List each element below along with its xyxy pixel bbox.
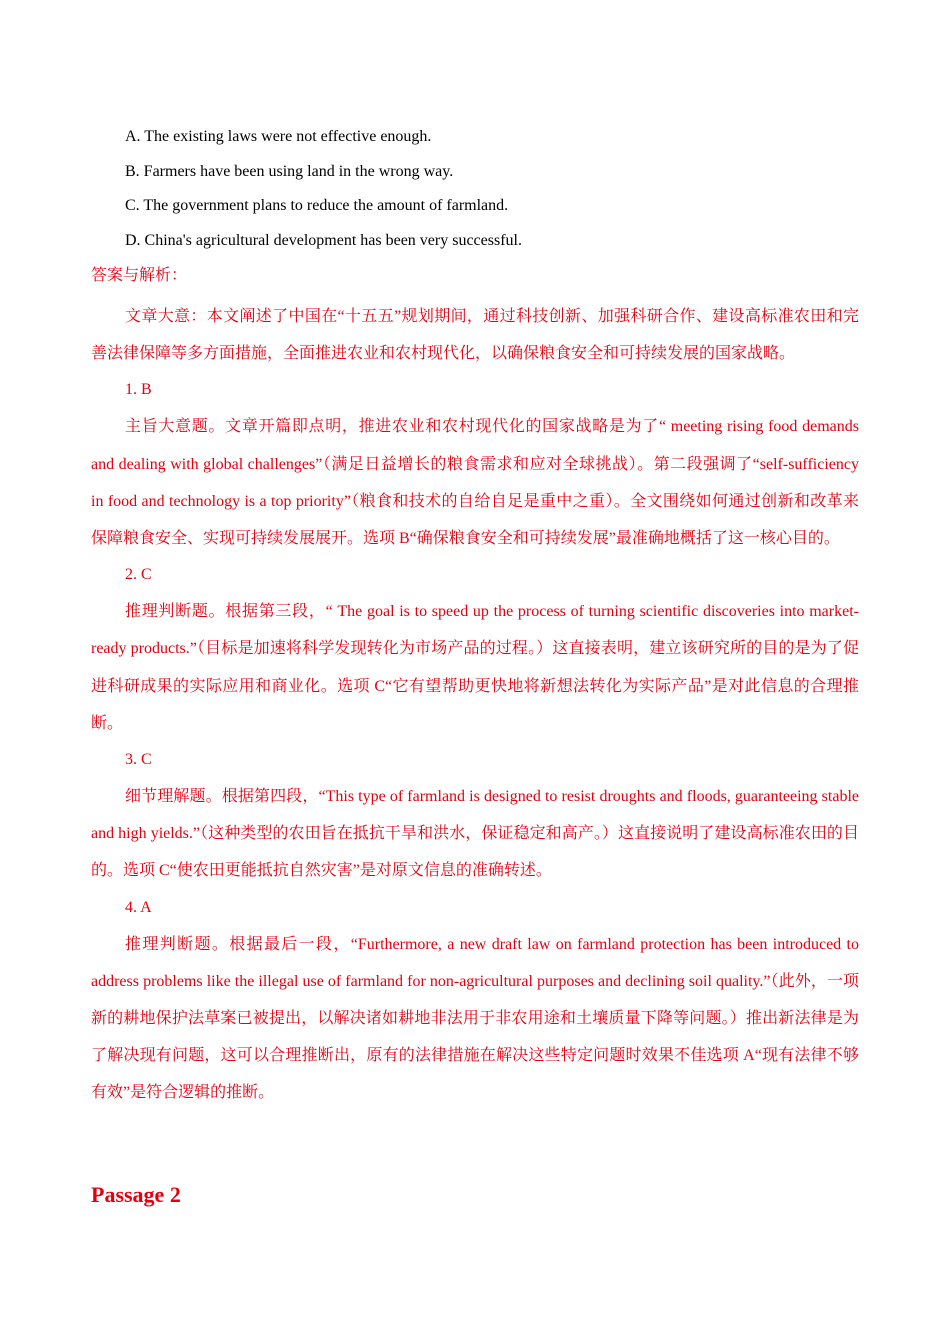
option-d: D. China's agricultural development has been very successful. [125, 231, 522, 249]
question-number: 2. C [125, 566, 152, 584]
question-number: 3. C [125, 751, 152, 769]
question-explanation: 推理判断题。根据第三段，“ The goal is to speed up the process of turning scientific discoveries into market-ready products.”（目标是加速将科学发现转化为市场产品的过程。）这直接表明，建立该研究所的目的是为了促进科研成果的实际应用和商业化。选项 C“它有望帮助更快地将新想法转化为实际产品”是对此信息的合理推断。 [91, 603, 859, 732]
question-number: 1. B [125, 381, 152, 399]
question-explanation: 细节理解题。根据第四段，“This type of farmland is designed to resist droughts and floods, guaranteeing stable and high yields.”（这种类型的农田旨在抵抗干旱和洪水，保证稳定和高产。）这直接说明了建设高标准农田的目的。选项 C“使农田更能抵抗自然灾害”是对原文信息的准确转述。 [91, 788, 859, 880]
option-c: C. The government plans to reduce the amount of farmland. [125, 197, 509, 215]
question-explanation: 主旨大意题。文章开篇即点明，推进农业和农村现代化的国家战略是为了“ meeting rising food demands and dealing with global challenges”（满足日益增长的粮食需求和应对全球挑战）。第二段强调了“self-sufficiency in food and technology is a top priority”（粮食和技术的自给自足是重中之重）。全文围绕如何通过创新和改革来保障粮食安全、实现可持续发展展开。选项 B“确保粮食安全和可持续发展”最准确地概括了这一核心目的。 [91, 418, 859, 548]
option-b: B. Farmers have been using land in the wrong way. [125, 162, 454, 180]
question-number: 4. A [125, 898, 152, 916]
answer-heading: 答案与解析： [91, 267, 188, 284]
option-a: A. The existing laws were not effective enough. [125, 128, 432, 145]
article-summary: 文章大意：本文阐述了中国在“十五五”规划期间，通过科技创新、加强科研合作、建设高标准农田和完善法律保障等多方面措施，全面推进农业和农村现代化，以确保粮食安全和可持续发展的国家战略。 [91, 308, 859, 363]
answer-explanation [91, 265, 859, 1112]
question-explanation: 推理判断题。根据最后一段，“Furthermore, a new draft law on farmland protection has been introduced to address problems like the illegal use of farmland for non-agricultural purposes and declining soil quality.”（此外，一项新的耕地保护法草案已被提出，以解决诸如耕地非法用于非农用途和土壤质量下降等问题。）推出新法律是为了解决现有问题，这可以合理推断出，原有的法律措施在解决这些特定问题时效果不佳选项 A“现有法律不够有效”是符合逻辑的推断。 [91, 935, 859, 1102]
passage-heading: Passage 2 [91, 1182, 181, 1207]
answer-options [125, 126, 865, 264]
